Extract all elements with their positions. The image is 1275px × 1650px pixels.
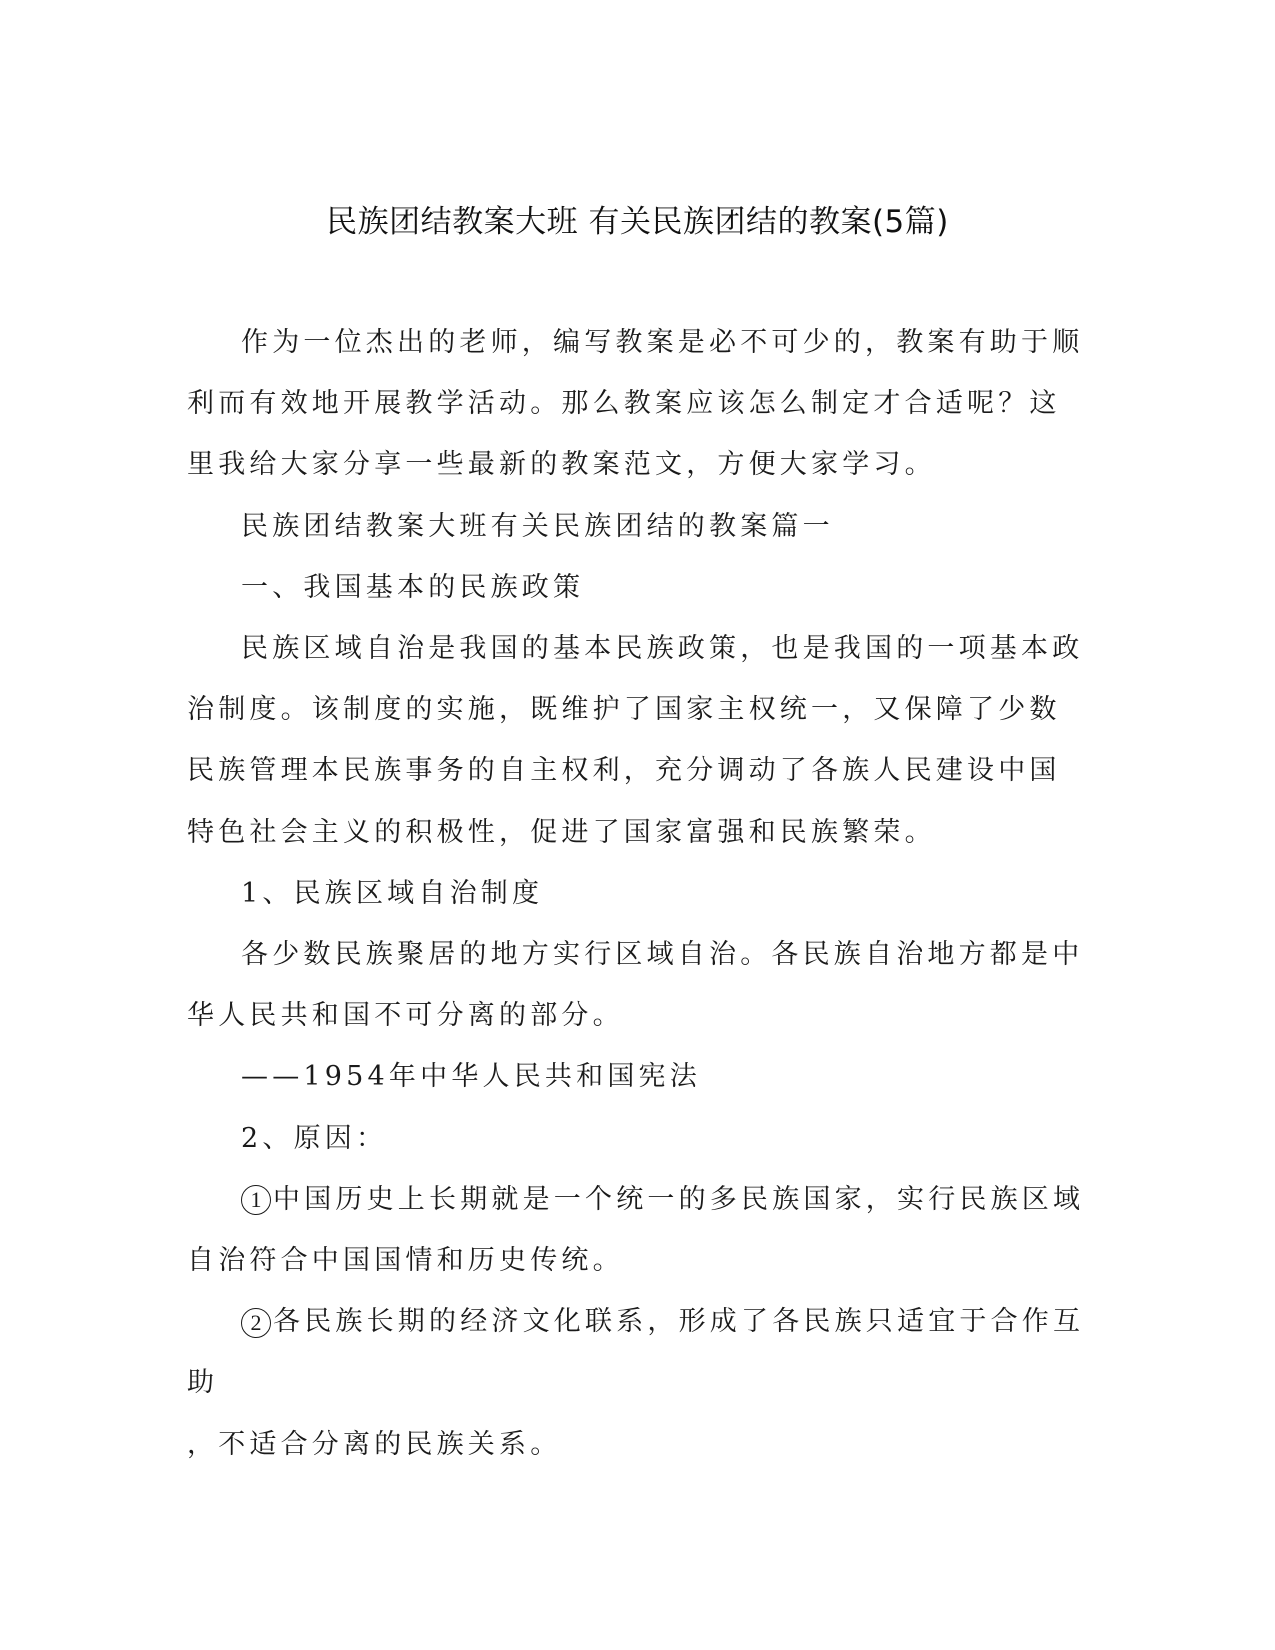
circled-number-1: 1 — [241, 1185, 271, 1215]
reason-1-text: 中国历史上长期就是一个统一的多民族国家，实行民族区域自治符合中国国情和历史传统。 — [187, 1183, 1085, 1277]
document-title: 民族团结教案大班 有关民族团结的教案(5篇) — [326, 204, 949, 240]
subheading-1: 1、民族区域自治制度 — [241, 877, 544, 909]
reason-2 — [187, 1291, 1087, 1413]
heading-1: 一、我国基本的民族政策 — [241, 571, 585, 603]
subheading-2: 2、原因： — [241, 1122, 388, 1154]
section-heading: 民族团结教案大班有关民族团结的教案篇一 — [241, 510, 834, 542]
paragraph-1: 民族区域自治是我国的基本民族政策，也是我国的一项基本政治制度。该制度的实施，既维护了国家主权统一，又保障了少数民族管理本民族事务的自主权利，充分调动了各族人民建设中国特色社会主义的积极性，促进了国家富强和民族繁荣。 — [187, 633, 1084, 848]
reason-2-text-line1: 各民族长期的经济文化联系，形成了各民族只适宜于合作互助 — [187, 1306, 1085, 1399]
intro-paragraph: 作为一位杰出的老师，编写教案是必不可少的，教案有助于顺利而有效地开展教学活动。那么教案应该怎么制定才合适呢？这里我给大家分享一些最新的教案范文，方便大家学习。 — [187, 327, 1084, 481]
document-body — [187, 312, 1087, 1475]
citation: ——1954年中华人民共和国宪法 — [241, 1061, 701, 1093]
reason-1 — [187, 1169, 1087, 1291]
circled-number-2: 2 — [241, 1308, 271, 1338]
reason-2-continuation: ，不适合分离的民族关系。 — [187, 1428, 562, 1460]
paragraph-2: 各少数民族聚居的地方实行区域自治。各民族自治地方都是中华人民共和国不可分离的部分。 — [187, 939, 1084, 1032]
